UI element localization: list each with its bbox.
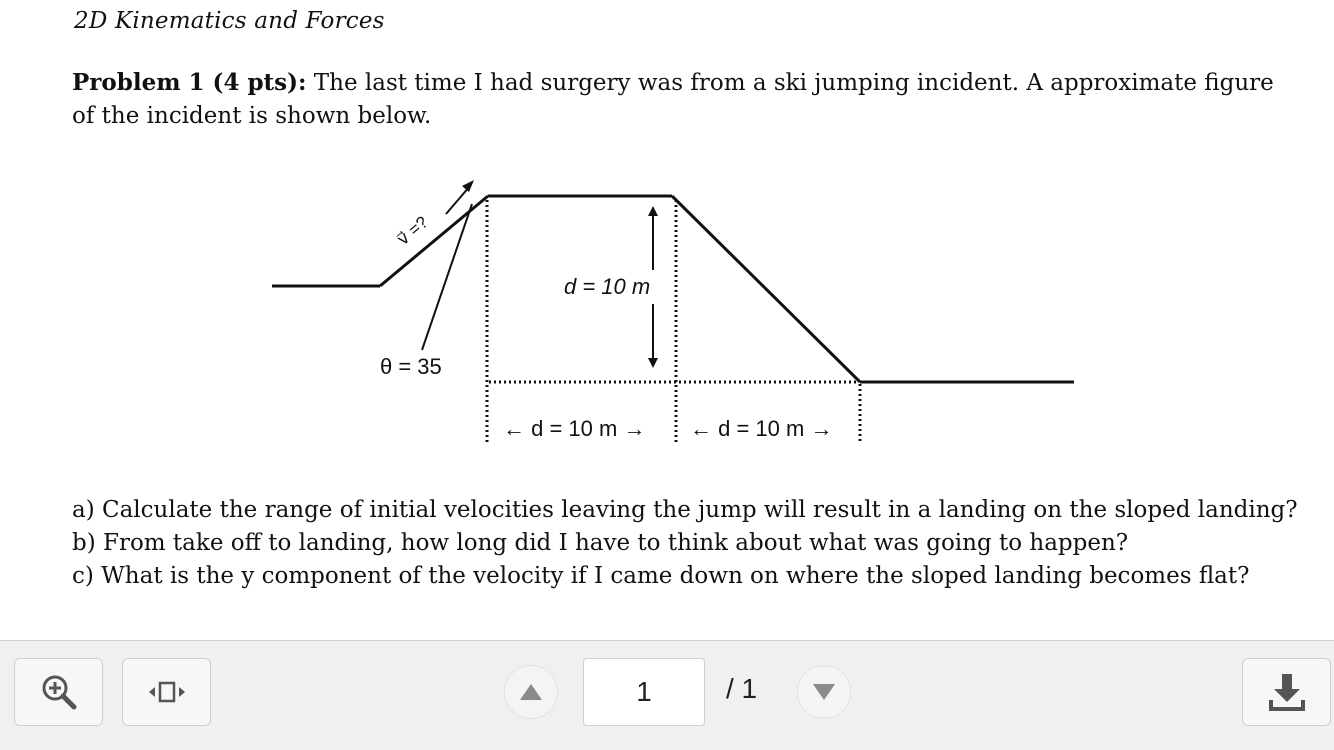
width-label-right: ← d = 10 m → (690, 416, 833, 441)
next-page-button[interactable] (797, 665, 851, 719)
chevron-up-icon (518, 681, 544, 703)
takeoff-ramp (380, 196, 488, 286)
velocity-label: v⃗ =? (393, 212, 432, 250)
landing-slope (672, 196, 860, 382)
height-arrowhead-down (648, 358, 658, 368)
question-c: c) What is the y component of the velocity if I came down on where the sloped landing becomes flat? (72, 563, 1250, 589)
velocity-arrowhead (462, 180, 474, 192)
document-header: 2D Kinematics and Forces (74, 8, 385, 34)
download-button[interactable] (1242, 658, 1331, 726)
height-label: d = 10 m (564, 274, 651, 299)
viewer-toolbar (0, 640, 1334, 750)
velocity-arrow (446, 186, 470, 214)
question-b: b) From take off to landing, how long did I have to think about what was going to happen? (72, 530, 1129, 556)
question-list (72, 494, 1302, 593)
angle-label: θ = 35 (380, 354, 442, 379)
page-number-input[interactable] (583, 658, 705, 726)
zoom-button[interactable] (14, 658, 103, 726)
question-a: a) Calculate the range of initial velocities leaving the jump will result in a landing on the sloped landing? (72, 497, 1298, 523)
height-arrowhead-up (648, 206, 658, 216)
chevron-down-icon (811, 681, 837, 703)
fit-width-icon (145, 677, 189, 707)
problem-text: The last time I had surgery was from a ski jumping incident. A approximate figure of the incident is shown below. (72, 70, 1274, 129)
zoom-in-icon (37, 670, 81, 714)
download-icon (1265, 670, 1309, 714)
width-label-left: ← d = 10 m → (503, 416, 646, 441)
problem-label: Problem 1 (4 pts): (72, 69, 307, 96)
page-total: / 1 (726, 673, 758, 704)
fit-width-button[interactable] (122, 658, 211, 726)
prev-page-button[interactable] (504, 665, 558, 719)
